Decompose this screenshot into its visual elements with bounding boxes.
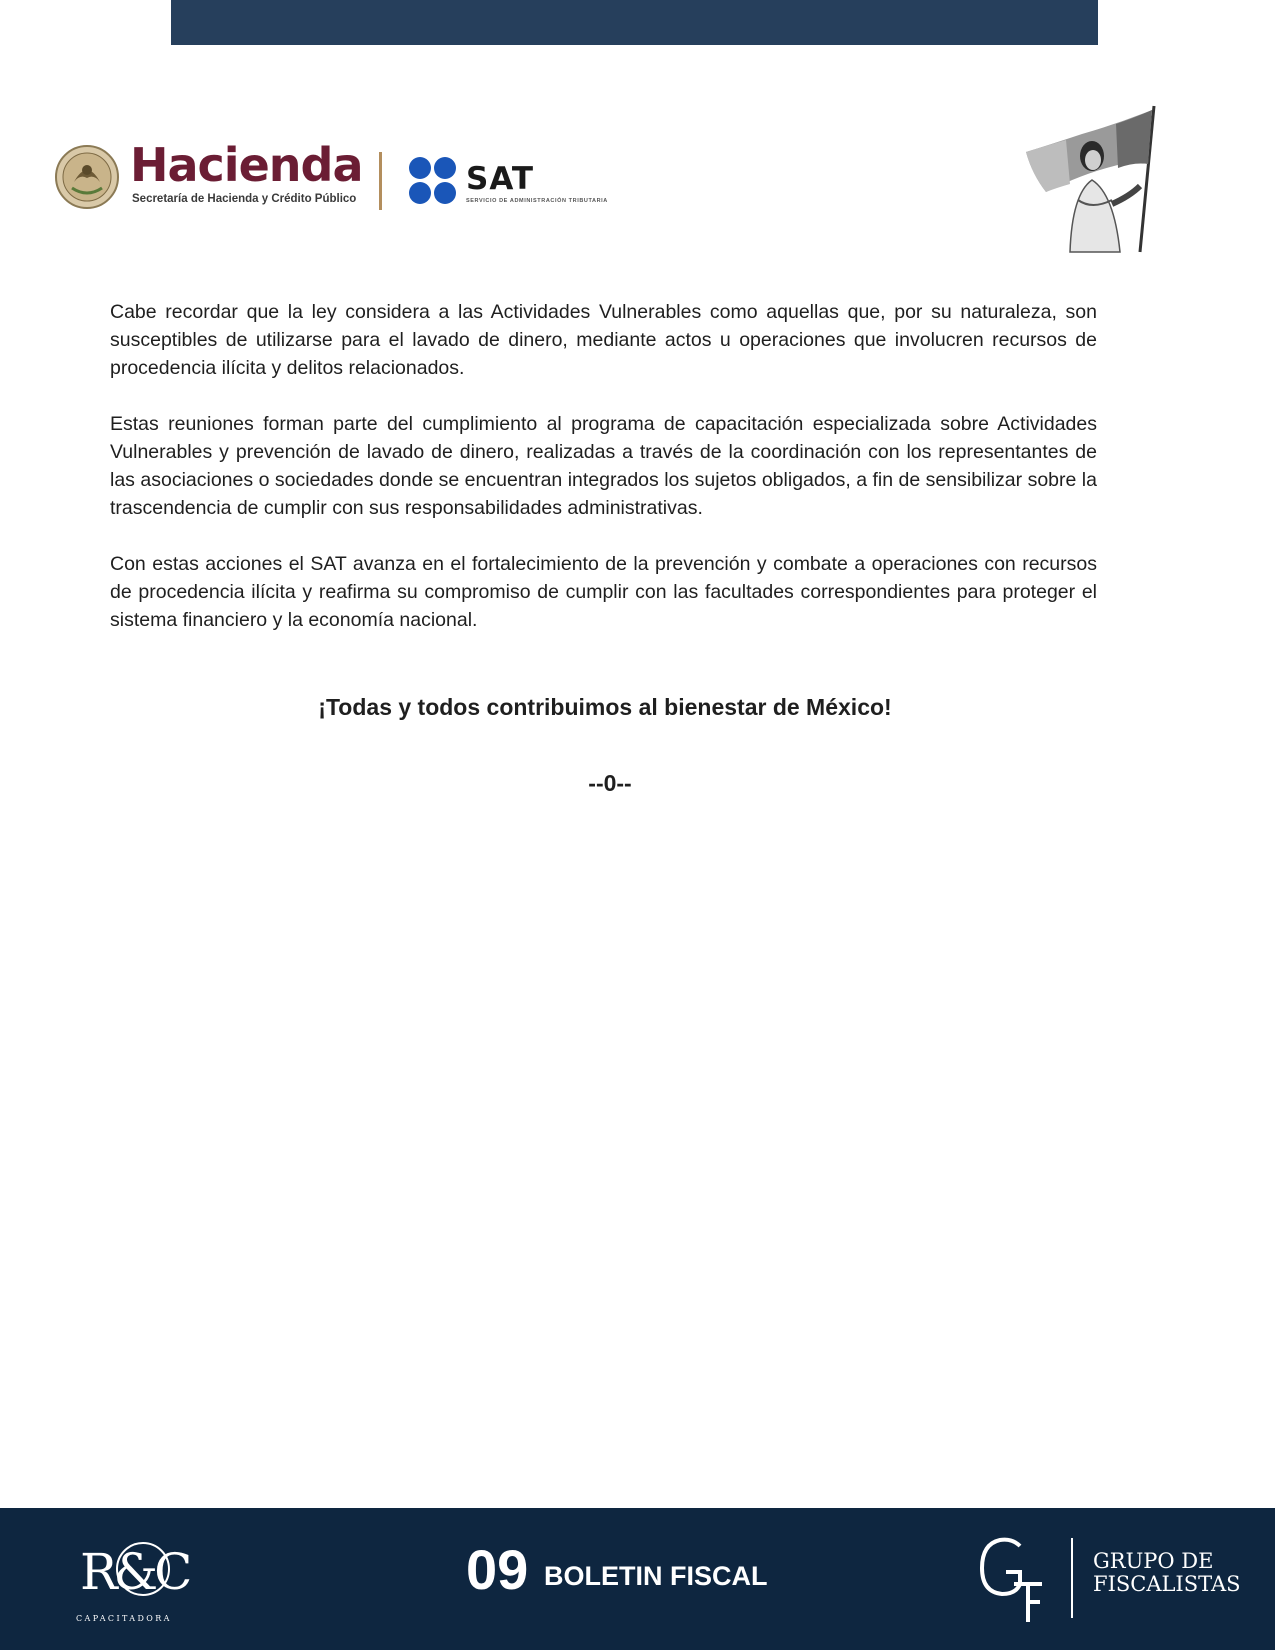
gf-line-2: FISCALISTAS — [1093, 1572, 1241, 1596]
article-body — [110, 298, 1097, 662]
slogan: ¡Todas y todos contribuimos al bienestar de México! — [318, 694, 892, 720]
logo-divider — [379, 152, 382, 210]
gf-line-1: GRUPO DE — [1093, 1549, 1214, 1573]
gf-divider — [1071, 1538, 1073, 1618]
footer — [0, 1508, 1275, 1650]
bulletin-label: BOLETIN FISCAL — [544, 1561, 768, 1591]
paragraph-1: Cabe recordar que la ley considera a las Actividades Vulnerables como aquellas que, por su naturaleza, son susceptibles de utilizarse para el lavado de dinero, mediante actos u operaciones que involucren recursos de procedencia ilícita y delitos relacionados. — [110, 301, 1097, 379]
paragraph-2: Estas reuniones forman parte del cumplimiento al programa de capacitación especializada sobre Actividades Vulnerables y prevención de lavado de dinero, realizadas a través de la coordinación con los representantes de las asociaciones o sociedades donde se encuentran integrados los sujetos obligados, a fin de sensibilizar sobre la trascendencia de cumplir con sus responsabilidades administrativas. — [110, 413, 1097, 519]
rc-logo-text: R&C — [80, 1543, 189, 1601]
sat-dots-icon — [408, 156, 458, 206]
coat-of-arms-icon — [54, 144, 120, 210]
paragraph-3: Con estas acciones el SAT avanza en el fortalecimiento de la prevención y combate a operaciones con recursos de procedencia ilícita y reafirma su compromiso de cumplir con las facultades correspondientes para proteger el sistema financiero y la economía nacional. — [110, 553, 1097, 631]
sat-subtitle: SERVICIO DE ADMINISTRACIÓN TRIBUTARIA — [466, 198, 608, 204]
rc-subtitle: CAPACITADORA — [76, 1614, 172, 1623]
page-number: 09 — [466, 1538, 529, 1601]
end-mark: --0-- — [588, 770, 632, 796]
hacienda-subtitle: Secretaría de Hacienda y Crédito Público — [132, 193, 357, 205]
gf-logo-icon — [976, 1534, 1046, 1626]
gf-text — [1093, 1550, 1241, 1596]
header-logos — [54, 140, 674, 220]
heroine-with-flag-illustration — [1022, 104, 1167, 254]
rc-logo — [76, 1536, 189, 1626]
top-bar — [171, 0, 1098, 45]
sat-title: SAT — [466, 161, 535, 197]
hacienda-title: Hacienda — [130, 138, 363, 192]
